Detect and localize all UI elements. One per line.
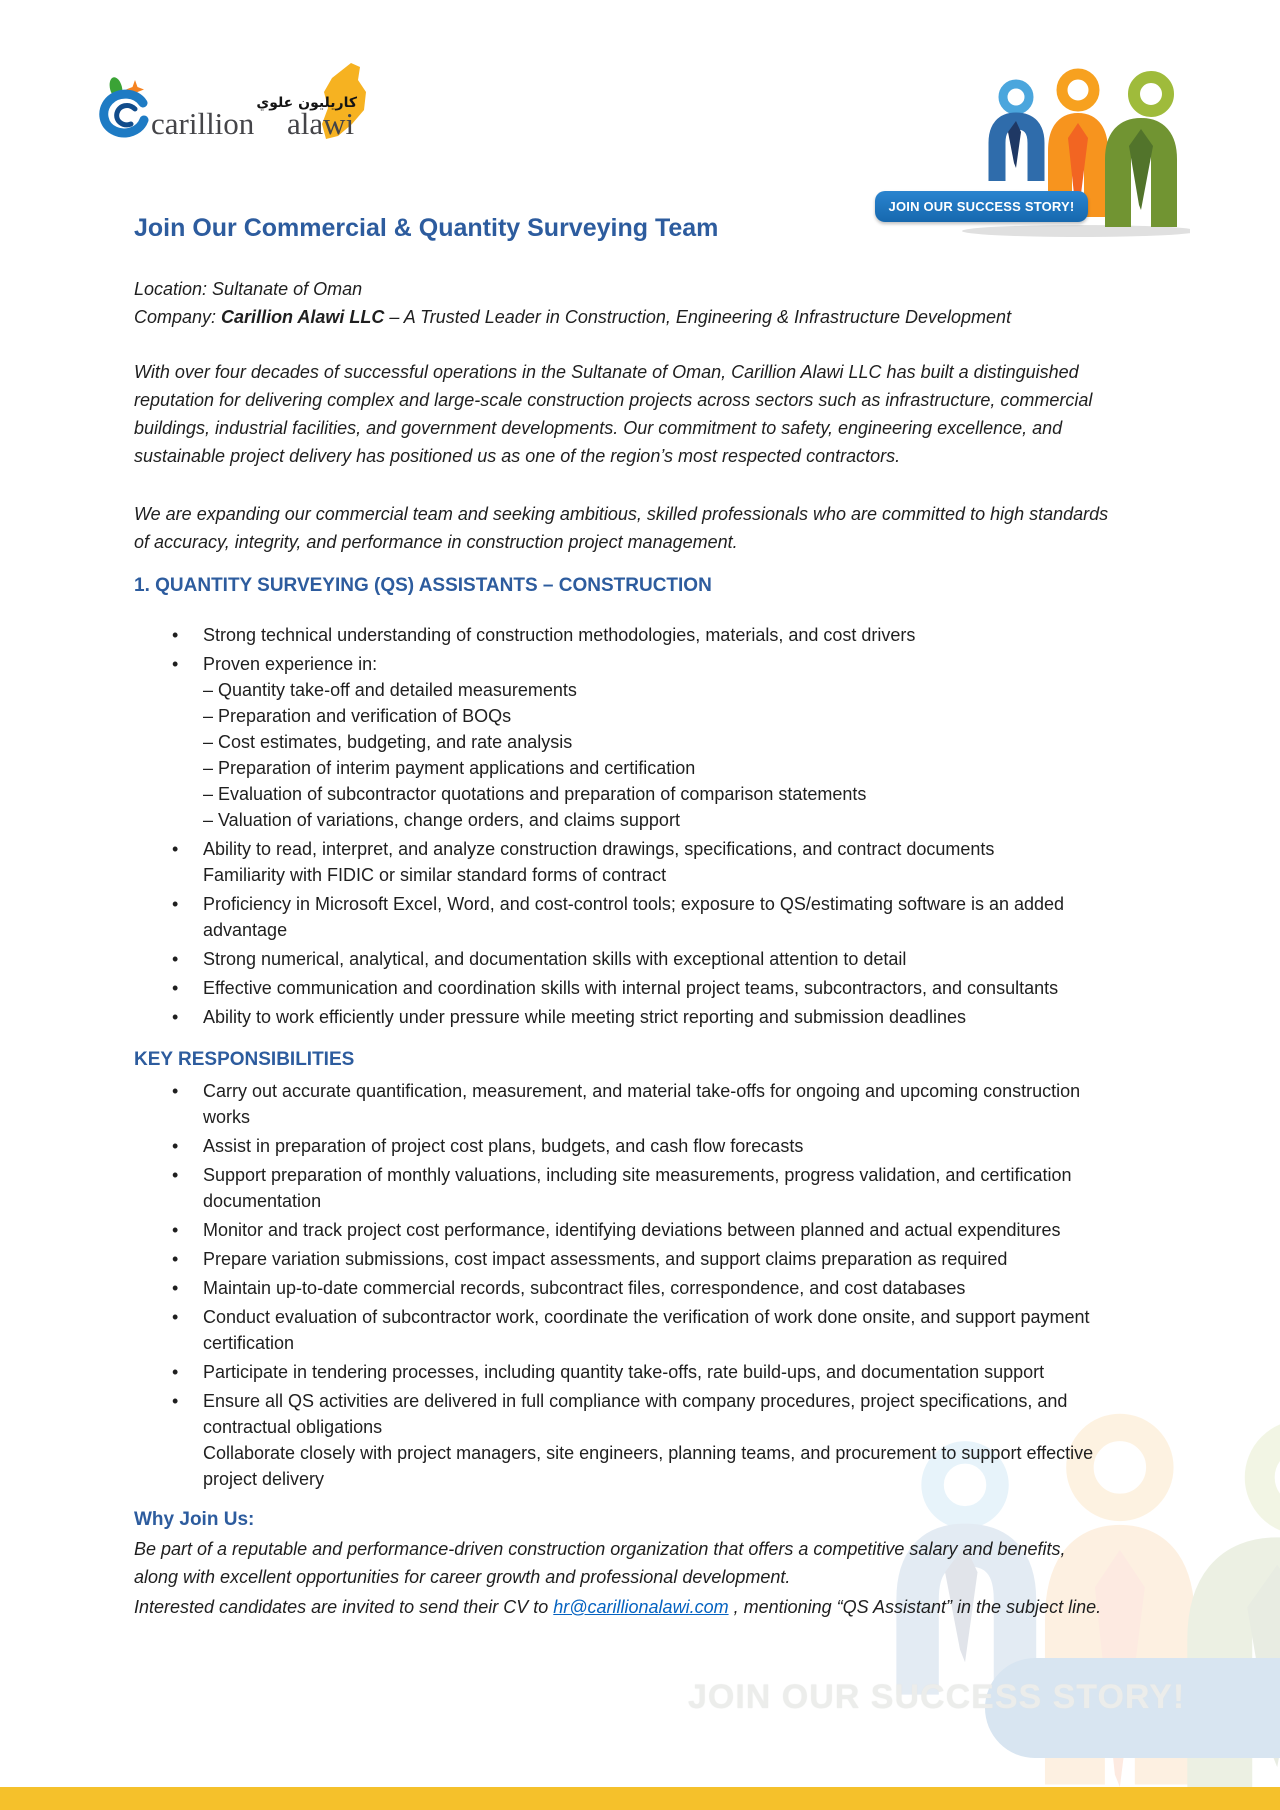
sub-list-item: – Preparation of interim payment applications and certification — [203, 758, 696, 778]
document-body — [134, 213, 1114, 1621]
intro-paragraph-2: We are expanding our commercial team and seeking ambitious, skilled professionals who are committed to high standards of accuracy, integrity, and performance in construction project management. — [134, 504, 1109, 552]
company-tagline: – A Trusted Leader in Construction, Engineering & Infrastructure Development — [384, 307, 1012, 327]
watermark-banner-label: JOIN OUR SUCCESS STORY! — [688, 1678, 1186, 1716]
list-item: • Proven experience in: – Quantity take-off and detailed measurements – Preparation and verification of BOQs – Cost estimates, budgeting, and rate analysis – Preparation of interim payment applications and certification – Evaluation of subcontractor quotations and preparation of comparison statements – Valuation of variations, change orders, and claims support — [134, 651, 1114, 833]
list-item: • Carry out accurate quantification, measurement, and material take-offs for ongoing and upcoming construction works — [134, 1078, 1114, 1130]
list-item: • Support preparation of monthly valuations, including site measurements, progress validation, and certification documentation — [134, 1162, 1114, 1214]
list-item: • Proficiency in Microsoft Excel, Word, and cost-control tools; exposure to QS/estimating software is an added advantage — [134, 891, 1114, 943]
sub-list-item: – Quantity take-off and detailed measurements — [203, 680, 577, 700]
section-heading-why-join: Why Join Us: — [134, 1509, 255, 1530]
success-banner — [875, 191, 1088, 222]
list-item: • Effective communication and coordination skills with internal project teams, subcontractors, and consultants — [134, 975, 1114, 1001]
carillion-alawi-logo — [95, 58, 370, 146]
company-name: Carillion Alawi LLC — [221, 307, 385, 327]
intro-paragraph-1: With over four decades of successful operations in the Sultanate of Oman, Carillion Alawi LLC has built a distinguished reputation for delivering complex and large-scale construction projects across sectors such as infrastructure, commercial buildings, industrial facilities, and government developments. Our commitment to safety, engineering excellence, and sustainable project delivery has positioned us as one of the region’s most respected contractors. — [134, 362, 1093, 466]
sub-list-item: – Valuation of variations, change orders, and claims support — [203, 810, 680, 830]
footer-accent-bar — [0, 1787, 1280, 1810]
location-line: Location: Sultanate of Oman — [134, 279, 363, 299]
logo-word-alawi: alawi — [287, 106, 355, 141]
why-join-text — [134, 1535, 1114, 1621]
list-item: • Monitor and track project cost performance, identifying deviations between planned and actual expenditures — [134, 1217, 1114, 1243]
list-item: • Ability to work efficiently under pressure while meeting strict reporting and submission deadlines — [134, 1004, 1114, 1030]
continuation-line: Familiarity with FIDIC or similar standard forms of contract — [203, 865, 667, 885]
swirl-icon — [104, 94, 144, 133]
cta-line: Interested candidates are invited to send their CV to hr@carillionalawi.com , mentioning “QS Assistant” in the subject line. — [134, 1597, 1102, 1617]
sub-list-item: – Evaluation of subcontractor quotations and preparation of comparison statements — [203, 784, 867, 804]
page-title: Join Our Commercial & Quantity Surveying Team — [134, 214, 719, 242]
success-banner-label: JOIN OUR SUCCESS STORY! — [888, 199, 1075, 214]
section-heading-qs: 1. QUANTITY SURVEYING (QS) ASSISTANTS – CONSTRUCTION — [134, 575, 712, 596]
list-item: • Strong technical understanding of construction methodologies, materials, and cost drivers — [134, 622, 1114, 648]
section-heading-responsibilities: KEY RESPONSIBILITIES — [134, 1049, 355, 1070]
list-item: • Prepare variation submissions, cost impact assessments, and support claims preparation as required — [134, 1246, 1114, 1272]
list-item: • Conduct evaluation of subcontractor work, coordinate the verification of work done onsite, and support payment certification — [134, 1304, 1114, 1356]
list-item: • Participate in tendering processes, including quantity take-offs, rate build-ups, and documentation support — [134, 1359, 1114, 1385]
list-item: • Ability to read, interpret, and analyze construction drawings, specifications, and contract documents Familiarity with FIDIC or similar standard forms of contract — [134, 836, 1114, 888]
continuation-line: Collaborate closely with project managers, site engineers, planning teams, and procurement to support effective project delivery — [203, 1443, 1094, 1489]
company-prefix: Company: — [134, 307, 222, 327]
logo-word-carillion: carillion — [151, 106, 255, 141]
sub-list-item: – Preparation and verification of BOQs — [203, 706, 512, 726]
list-item: • Assist in preparation of project cost plans, budgets, and cash flow forecasts — [134, 1133, 1114, 1159]
responsibilities-list — [134, 1078, 1114, 1492]
company-line — [134, 303, 1114, 331]
list-item: • Strong numerical, analytical, and documentation skills with exceptional attention to detail — [134, 946, 1114, 972]
logo-arabic-text: كاريليون علوي — [256, 95, 357, 111]
sub-list-item: – Cost estimates, budgeting, and rate analysis — [203, 732, 573, 752]
why-join-paragraph: Be part of a reputable and performance-driven construction organization that offers a competitive salary and benefits, along with excellent opportunities for career growth and professional development. — [134, 1539, 1066, 1587]
qs-requirements-list — [134, 622, 1114, 1030]
list-item: • Ensure all QS activities are delivered in full compliance with company procedures, project specifications, and contractual obligations Collaborate closely with project managers, site engineers, planning teams, and procurement to support effective project delivery — [134, 1388, 1114, 1492]
email-link[interactable]: hr@carillionalawi.com — [553, 1597, 729, 1617]
list-item: • Maintain up-to-date commercial records, subcontract files, correspondence, and cost databases — [134, 1275, 1114, 1301]
sub-list — [203, 677, 1114, 833]
